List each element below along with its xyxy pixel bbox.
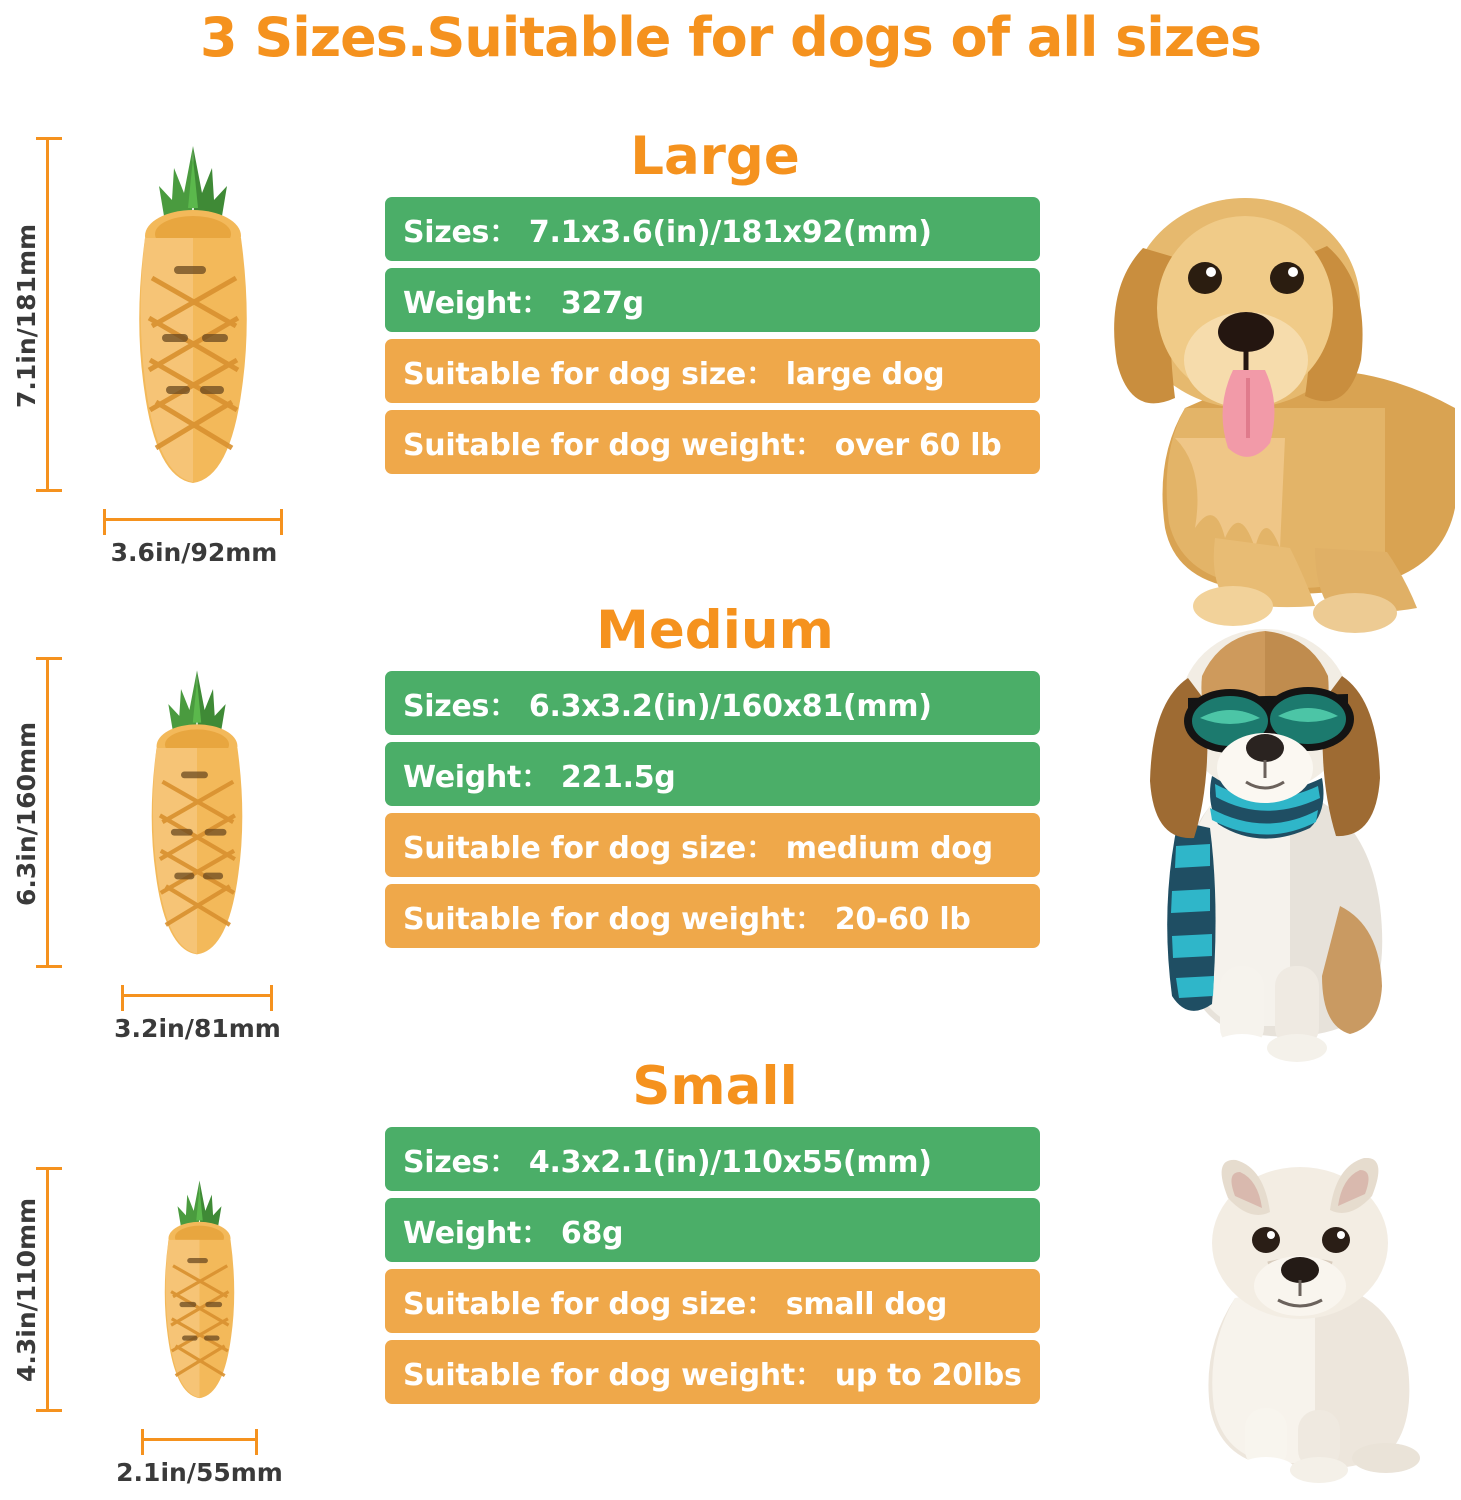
row-label: Sizes： <box>403 1145 519 1180</box>
row-label: Sizes： <box>403 689 519 724</box>
row-label: Suitable for dog size： <box>403 831 776 866</box>
row-value: 327g <box>560 286 644 321</box>
row-value: 68g <box>560 1216 624 1251</box>
row-weight-medium <box>385 742 1040 806</box>
size-section-small <box>0 1058 1461 1498</box>
height-label-medium: 6.3in/160mm <box>12 721 41 907</box>
row-label: Suitable for dog weight： <box>403 1358 825 1393</box>
row-value: 7.1x3.6(in)/181x92(mm) <box>528 215 932 250</box>
row-sizes-large <box>385 197 1040 261</box>
toy-illustration-small <box>142 1168 257 1410</box>
row-value: medium dog <box>785 831 993 866</box>
size-section-medium <box>0 596 1461 1076</box>
width-ruler-large <box>104 518 282 521</box>
row-label: Suitable for dog size： <box>403 1287 776 1322</box>
size-title-small: Small <box>632 1056 798 1117</box>
row-value: 221.5g <box>560 760 676 795</box>
row-value: 20-60 lb <box>834 902 971 937</box>
row-sizes-small <box>385 1127 1040 1191</box>
page-title: 3 Sizes.Suitable for dogs of all sizes <box>199 6 1262 69</box>
row-label: Weight： <box>403 760 551 795</box>
info-panel-medium <box>385 600 1045 955</box>
width-label-medium: 3.2in/81mm <box>114 1014 281 1043</box>
row-label: Sizes： <box>403 215 519 250</box>
row-value: small dog <box>785 1287 948 1322</box>
row-dog-size-small <box>385 1269 1040 1333</box>
row-weight-small <box>385 1198 1040 1262</box>
row-value: over 60 lb <box>834 428 1002 463</box>
info-panel-large <box>385 126 1045 481</box>
size-section-large <box>0 108 1461 588</box>
dog-photo-small <box>1140 1158 1460 1488</box>
info-panel-small <box>385 1056 1045 1411</box>
width-ruler-medium <box>122 994 272 997</box>
size-title-medium: Medium <box>596 600 834 661</box>
dog-photo-medium <box>1060 606 1450 1076</box>
row-dog-weight-large <box>385 410 1040 474</box>
width-ruler-small <box>142 1438 257 1441</box>
toy-illustration-large <box>104 138 282 490</box>
dog-photo-large <box>1065 108 1461 648</box>
row-dog-weight-medium <box>385 884 1040 948</box>
pineapple-toy-icon <box>122 658 272 966</box>
height-ruler-medium <box>46 658 49 966</box>
row-label: Suitable for dog weight： <box>403 428 825 463</box>
row-dog-weight-small <box>385 1340 1040 1404</box>
row-value: up to 20lbs <box>834 1358 1022 1393</box>
pineapple-toy-icon <box>104 138 282 490</box>
row-sizes-medium <box>385 671 1040 735</box>
toy-illustration-medium <box>122 658 272 966</box>
height-label-small: 4.3in/110mm <box>12 1197 41 1383</box>
row-value: 6.3x3.2(in)/160x81(mm) <box>528 689 932 724</box>
row-label: Weight： <box>403 1216 551 1251</box>
height-label-large: 7.1in/181mm <box>12 223 41 409</box>
height-ruler-small <box>46 1168 49 1410</box>
row-dog-size-large <box>385 339 1040 403</box>
pineapple-toy-icon <box>142 1168 257 1410</box>
row-label: Suitable for dog weight： <box>403 902 825 937</box>
height-ruler-large <box>46 138 49 490</box>
width-label-small: 2.1in/55mm <box>116 1458 283 1487</box>
size-title-large: Large <box>630 126 800 187</box>
row-weight-large <box>385 268 1040 332</box>
row-dog-size-medium <box>385 813 1040 877</box>
row-label: Suitable for dog size： <box>403 357 776 392</box>
row-label: Weight： <box>403 286 551 321</box>
row-value: 4.3x2.1(in)/110x55(mm) <box>528 1145 932 1180</box>
row-value: large dog <box>785 357 945 392</box>
width-label-large: 3.6in/92mm <box>110 538 278 567</box>
